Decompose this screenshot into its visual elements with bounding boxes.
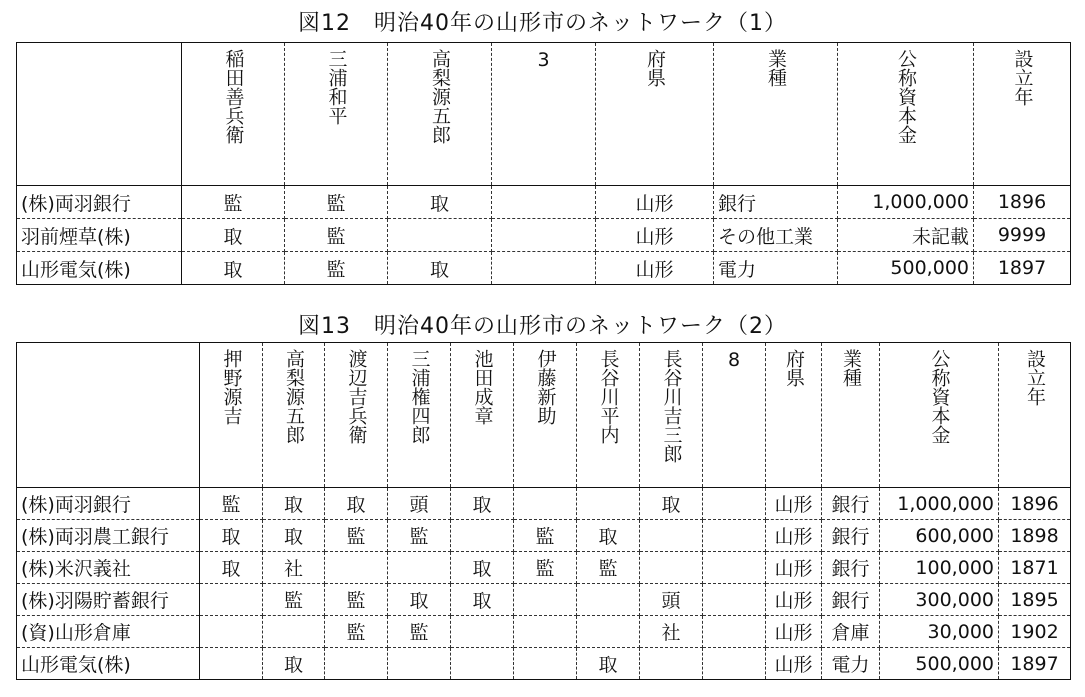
table-row [17,648,1071,680]
table2-col-header [640,343,703,488]
table-cell: 電力 [714,252,838,285]
table-row [17,488,1071,520]
table1-col-header-label: 稲田善兵衛 [222,49,245,144]
table2-col-header-label: 高梨源五郎 [283,349,305,444]
table-cell: 取 [388,584,451,616]
table-cell: 監 [514,520,577,552]
table2-col-header-label: 府県 [783,349,805,387]
table-cell: 取 [200,520,263,552]
table-cell: 監 [285,219,388,252]
table2-col-header-label: 設立年 [1024,349,1046,406]
table1-col-header-label: 府県 [644,49,666,87]
table-cell: 頭 [388,488,451,520]
table1-col-header [596,43,714,186]
table2-col-header [200,343,263,488]
table-cell: 取 [388,252,492,285]
table-cell [640,648,703,680]
table-cell [514,488,577,520]
table-row [17,584,1071,616]
row-name-cell: 山形電気(株) [17,252,182,285]
table-cell [577,488,640,520]
table1-col-header-label: 業種 [765,49,787,87]
table1-col-header-label: 設立年 [1011,49,1034,106]
table-cell: 300,000 [880,584,999,616]
row-name-cell: (資)山形倉庫 [17,616,200,648]
table1-col-header-label: 高梨源五郎 [429,49,451,144]
table2-col-header [514,343,577,488]
table2-col-header-label: 公称資本金 [928,349,951,444]
row-name-cell: (株)両羽銀行 [17,488,200,520]
table-cell: 社 [263,552,325,584]
row-name-cell: 羽前煙草(株) [17,219,182,252]
table-cell [514,584,577,616]
table-cell: 山形 [766,520,822,552]
table-cell: 30,000 [880,616,999,648]
table2-body [17,488,1071,680]
table-cell: 監 [577,552,640,584]
table2-col-header-label: 業種 [840,349,862,387]
table-cell [577,616,640,648]
table2-col-header [388,343,451,488]
table2-col-header-label: 8 [727,349,741,371]
table1-col-header-label: 三浦和平 [325,49,348,125]
table2-col-header-label: 押野源吉 [220,349,243,425]
table-cell: 監 [325,520,388,552]
table-cell [703,584,766,616]
table-cell [577,584,640,616]
table-cell: 取 [182,252,285,285]
table-cell: 山形 [766,488,822,520]
table2-corner-cell [17,343,200,488]
table2-col-header [451,343,514,488]
table1-col-header [492,43,596,186]
table-cell: 監 [325,616,388,648]
table1-header-row [17,43,1071,186]
table2-col-header [880,343,999,488]
table-row [17,520,1071,552]
table-cell: 監 [182,186,285,219]
table1-col-header [388,43,492,186]
table1-col-header [285,43,388,186]
table-cell [492,252,596,285]
table-cell: 山形 [596,252,714,285]
table1-col-header [838,43,974,186]
table-cell: 監 [325,584,388,616]
table2-col-header [703,343,766,488]
table-cell: 銀行 [822,520,880,552]
table-cell: 1,000,000 [880,488,999,520]
table1-col-header-label: 公称資本金 [895,49,917,144]
table2-col-header [577,343,640,488]
table-cell: 電力 [822,648,880,680]
network-table-1 [16,42,1071,285]
table-cell: 取 [200,552,263,584]
table2-col-header [999,343,1071,488]
table-cell: 取 [577,648,640,680]
table-cell: 山形 [766,648,822,680]
table2-col-header-label: 渡辺吉兵衛 [345,349,368,444]
table-cell: 取 [182,219,285,252]
table2-col-header [325,343,388,488]
table-cell [703,520,766,552]
table-cell: 取 [388,186,492,219]
table-cell: 監 [263,584,325,616]
table-cell: 山形 [766,552,822,584]
table-cell [388,552,451,584]
table-cell [451,616,514,648]
table1-title: 図12 明治40年の山形市のネットワーク（1） [298,11,787,36]
table-row [17,552,1071,584]
table-cell [200,616,263,648]
table1-col-header [974,43,1071,186]
table-cell: 取 [451,552,514,584]
table2-col-header-label: 伊藤新助 [534,349,557,425]
table-cell: 1897 [974,252,1071,285]
table-cell: 監 [388,520,451,552]
table1-col-header [714,43,838,186]
table2-col-header [263,343,325,488]
row-name-cell: (株)米沢義社 [17,552,200,584]
table-cell: 1871 [999,552,1071,584]
table-cell: 監 [285,252,388,285]
row-name-cell: (株)羽陽貯蓄銀行 [17,584,200,616]
table-cell [200,648,263,680]
table-cell: 取 [325,488,388,520]
table-cell: 監 [200,488,263,520]
row-name-cell: (株)両羽農工銀行 [17,520,200,552]
table-cell [703,648,766,680]
table-cell: 1896 [974,186,1071,219]
table-cell [263,616,325,648]
table-cell: 監 [514,552,577,584]
table1-col-header [182,43,285,186]
table-cell: 取 [451,584,514,616]
table-cell [514,648,577,680]
table2-col-header-label: 三浦権四郎 [408,349,431,444]
table-cell: 山形 [766,616,822,648]
table-cell: 山形 [596,186,714,219]
table-cell [451,648,514,680]
table-cell: 銀行 [822,552,880,584]
table-cell: 1895 [999,584,1071,616]
table1-corner-cell [17,43,182,186]
table-cell: 9999 [974,219,1071,252]
table2-col-header-label: 長谷川平内 [597,349,620,444]
table-cell: 取 [263,488,325,520]
table-cell [514,616,577,648]
table-cell [451,520,514,552]
table-cell: 山形 [596,219,714,252]
table-cell: 取 [263,648,325,680]
table-cell: 取 [640,488,703,520]
table-cell: 1897 [999,648,1071,680]
table-cell [703,552,766,584]
row-name-cell: (株)両羽銀行 [17,186,182,219]
table-cell [388,648,451,680]
table-cell: 銀行 [714,186,838,219]
table-cell [703,488,766,520]
table-cell [640,520,703,552]
table-cell: 500,000 [838,252,974,285]
table-row [17,616,1071,648]
table-cell: 600,000 [880,520,999,552]
table-row [17,252,1071,285]
table-cell: 1,000,000 [838,186,974,219]
row-name-cell: 山形電気(株) [17,648,200,680]
table-cell: 銀行 [822,584,880,616]
table-cell [492,219,596,252]
table-cell: 1902 [999,616,1071,648]
network-table-2 [16,342,1071,680]
table-cell [325,648,388,680]
table-cell: 監 [285,186,388,219]
table-cell: 500,000 [880,648,999,680]
table-cell: 監 [388,616,451,648]
table-cell [388,219,492,252]
table-cell [492,186,596,219]
table2-header-row [17,343,1071,488]
table-cell [325,552,388,584]
table-cell: 取 [577,520,640,552]
table-cell: その他工業 [714,219,838,252]
table2-col-header-label: 池田成章 [471,349,494,425]
table-cell: 頭 [640,584,703,616]
table1-body [17,186,1071,285]
table1-col-header-label: 3 [537,49,550,71]
table-cell: 社 [640,616,703,648]
table2-col-header-label: 長谷川吉三郎 [660,349,683,463]
table-cell: 1898 [999,520,1071,552]
table-cell: 倉庫 [822,616,880,648]
table2-col-header [822,343,880,488]
table-cell: 銀行 [822,488,880,520]
table-cell: 取 [451,488,514,520]
table-cell [703,616,766,648]
table-row [17,219,1071,252]
table-row [17,186,1071,219]
table-cell: 1896 [999,488,1071,520]
table-cell: 未記載 [838,219,974,252]
table-cell: 100,000 [880,552,999,584]
table-cell [640,552,703,584]
table-cell: 山形 [766,584,822,616]
table-cell: 取 [263,520,325,552]
table-cell [200,584,263,616]
table2-col-header [766,343,822,488]
table2-title: 図13 明治40年の山形市のネットワーク（2） [298,314,787,339]
